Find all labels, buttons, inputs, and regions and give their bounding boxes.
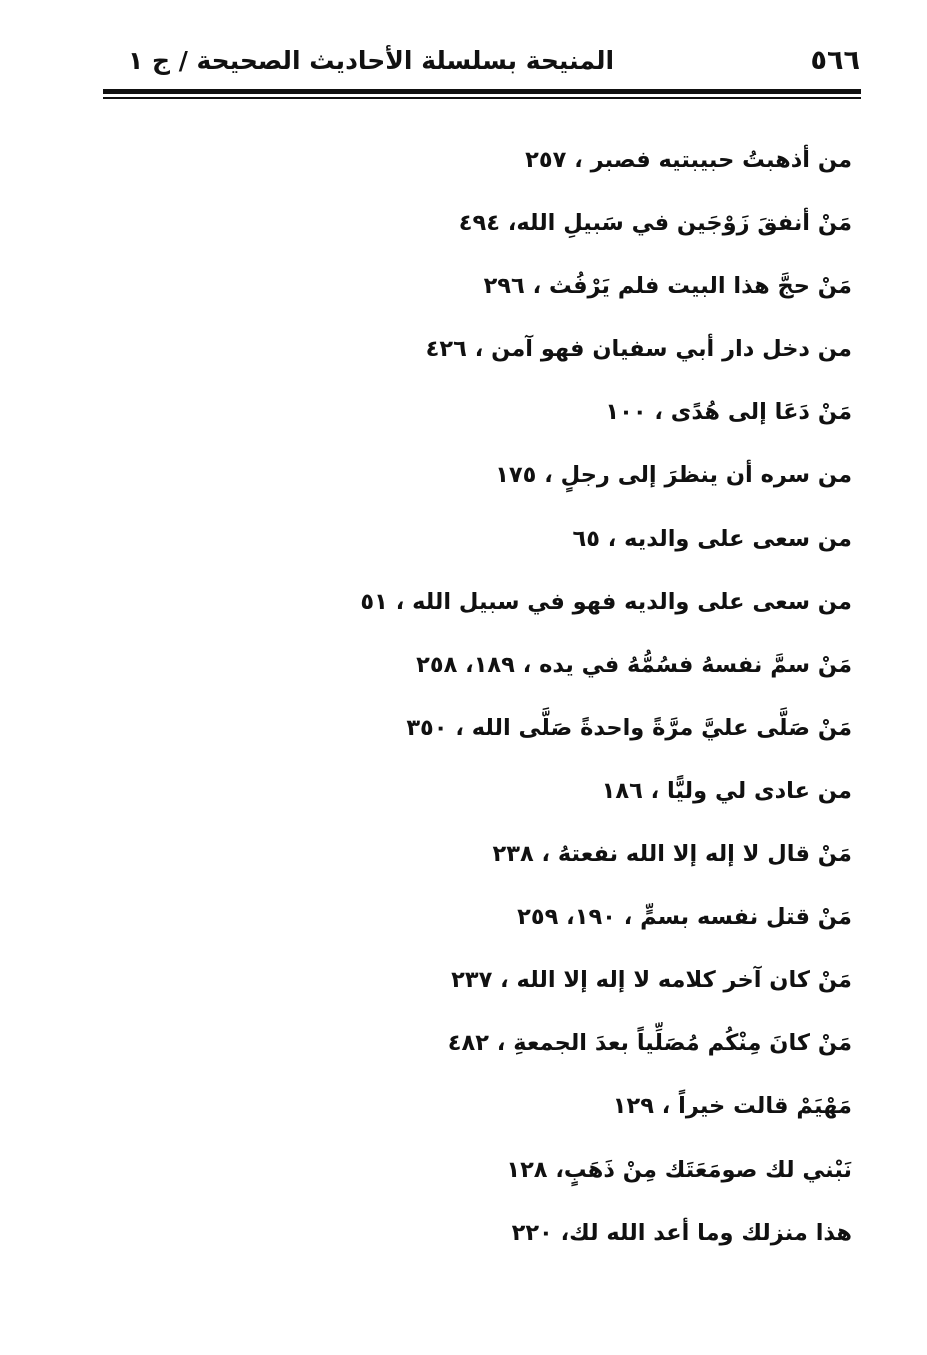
hadith-index-list — [292, 137, 852, 1273]
index-entry: مَهْيَمْ قالت خيراً ، ١٢٩ — [612, 1093, 852, 1120]
index-entry: من أذهبتُ حبيبتيه فصبر ، ٢٥٧ — [525, 147, 852, 173]
index-entry: مَنْ سمَّ نفسهُ فسُمُّهُ في يده ، ١٨٩، ٢٥٨ — [416, 651, 852, 678]
index-entry: من سعى على والديه فهو في سبيل الله ، ٥١ — [360, 588, 852, 615]
index-entry: من سعى على والديه ، ٦٥ — [572, 525, 852, 552]
index-entry: من دخل دار أبي سفيان فهو آمن ، ٤٢٦ — [425, 336, 852, 363]
index-entry: من سره أن ينظرَ إلى رجلٍ ، ١٧٥ — [495, 462, 852, 489]
index-entry: مَنْ حجَّ هذا البيت فلم يَرْفُث ، ٢٩٦ — [483, 273, 852, 300]
running-header — [128, 40, 860, 80]
index-entry: مَنْ كانَ مِنْكُم مُصَلِّياً بعدَ الجمعةِ ، ٤٨٢ — [447, 1030, 852, 1057]
index-entry: مَنْ قال لا إله إلا الله نفعتهُ ، ٢٣٨ — [492, 841, 852, 868]
index-entry: مَنْ دَعَا إلى هُدًى ، ١٠٠ — [605, 399, 852, 426]
index-entry: هذا منزلك وما أعد الله لك، ٢٢٠ — [511, 1219, 852, 1246]
header-rule-thin — [103, 97, 861, 99]
page-number: ٥٦٦ — [810, 44, 860, 76]
index-entry: مَنْ أنفقَ زَوْجَين في سَبيلِ الله، ٤٩٤ — [458, 210, 852, 237]
header-rule-thick — [103, 89, 861, 94]
book-title: المنيحة بسلسلة الأحاديث الصحيحة / ج ١ — [128, 45, 615, 75]
index-entry: مَنْ قتل نفسه بسمٍّ ، ١٩٠، ٢٥٩ — [517, 904, 852, 931]
index-entry: من عادى لي وليًّا ، ١٨٦ — [601, 777, 852, 804]
index-entry: مَنْ كان آخر كلامه لا إله إلا الله ، ٢٣٧ — [451, 967, 852, 994]
index-entry: نَبْني لك صومَعَتَك مِنْ ذَهَبٍ، ١٢٨ — [506, 1156, 852, 1183]
index-entry: مَنْ صَلَّى عليَّ مرَّةً واحدةً صَلَّى الله ، ٣٥٠ — [406, 714, 852, 741]
